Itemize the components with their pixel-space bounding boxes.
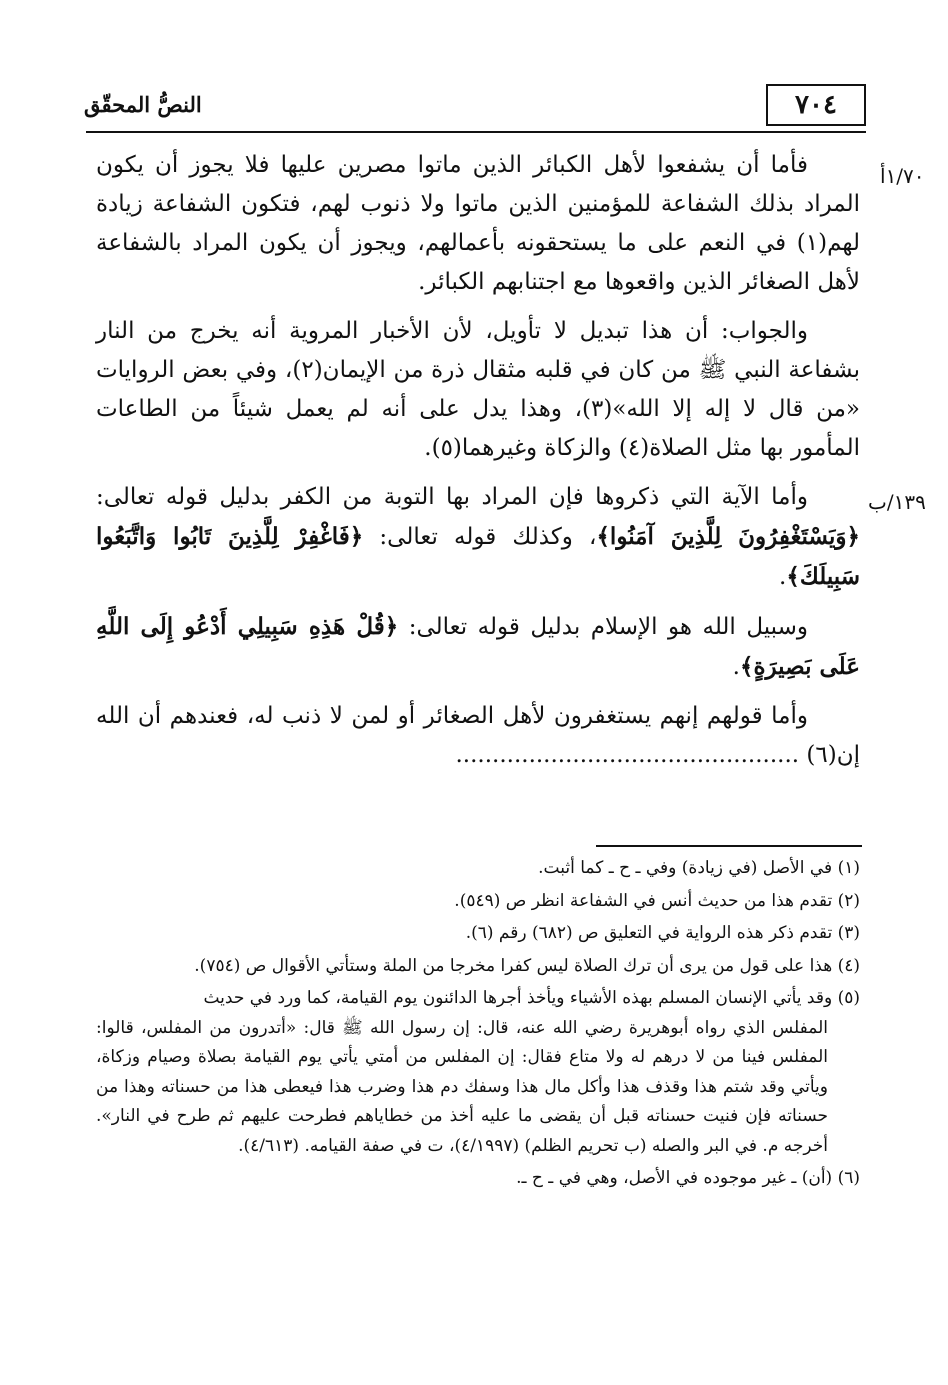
footnote-continuation: المفلس الذي رواه أبوهريرة رضي الله عنه، قال: إن رسول الله ﷺ قال: «أتدرون من المفلس، قالوا: المفلس فينا من لا درهم له ولا متاع فقال: إن المفلس من أمتي يأتي يوم القيامة بصلاة وصيام وزكاة، ويأتي وقد شتم هذا وقذف هذا وأكل مال هذا وسفك دم هذا وضرب هذا فيعطى هذا من حسناته وهذا من حسناته فإن فنيت حسناته قبل أن يقضى ما عليه أخذ من خطاياهم فطرحت عليهم ثم طرح في النار». أخرجه م. في البر والصله (ب تحريم الظلم) (٤/١٩٩٧)، ت في صفة القيامه. (٤/٦١٣). xyxy=(96,1017,828,1156)
footnote: (٣) تقدم ذكر هذه الرواية في التعليق ص (٦٨٢) رقم (٦). xyxy=(465,923,860,943)
footnote: (١) في الأصل (في زيادة) وفي ـ ح ـ كما أثبت. xyxy=(538,858,860,878)
footnotes xyxy=(96,854,860,1197)
footnote: (٦) (أن) ـ غير موجوده في الأصل، وهي في ـ ح ـ. xyxy=(516,1168,860,1188)
paragraph-text: . xyxy=(732,654,740,680)
paragraph: فأما أن يشفعوا لأهل الكبائر الذين ماتوا مصرين عليها فلا يجوز أن يكون المراد بذلك الشفاعة للمؤمنين الذين ماتوا ولا ذنوب لهم، فتكون الشفاعة زيادة لهم(١) في النعم على ما يستحقونه بأعمالهم، ويجوز أن يكون المراد بالشفاعة لأهل الصغائر الذين واقعوها مع اجتنابهم الكبائر. xyxy=(96,152,860,295)
running-title: النصُّ المحقّق xyxy=(84,92,202,117)
quran-verse: ﴿فَاغْفِرْ لِلَّذِينَ تَابُوا وَاتَّبَعُوا سَبِيلَكَ﴾ xyxy=(96,523,860,590)
footnote-rule xyxy=(596,845,862,847)
paragraph xyxy=(96,697,860,775)
footnote: (٤) هذا على قول من يرى أن ترك الصلاة ليس كفرا مخرجا من الملة وستأتي الأقوال ص (٧٥٤). xyxy=(194,955,860,976)
paragraph-text: . xyxy=(779,564,787,590)
page-number-box xyxy=(766,84,866,126)
footnote: (٢) تقدم هذا من حديث أنس في الشفاعة انظر ص (٥٤٩). xyxy=(454,890,860,911)
header-rule xyxy=(86,131,866,133)
paragraph-text: ، وكذلك قوله تعالى: xyxy=(379,524,597,550)
quran-verse: ﴿قُلْ هَذِهِ سَبِيلِي أَدْعُو إِلَى اللَّهِ عَلَى بَصِيرَةٍ﴾ xyxy=(96,613,860,680)
paragraph xyxy=(96,478,860,597)
page-number: ٧٠٤ xyxy=(795,90,837,120)
footnote: (٥) وقد يأتي الإنسان المسلم بهذه الأشياء ويأخذ أجرها الدائنون يوم القيامة، كما ورد في حديث xyxy=(203,988,860,1008)
paragraph-text: وأما قولهم إنهم يستغفرون لأهل الصغائر أو لمن لا ذنب له، فعندهم أن الله إن(٦) xyxy=(96,703,860,768)
paragraph-text: وسبيل الله هو الإسلام بدليل قوله تعالى: xyxy=(408,614,809,640)
paragraph xyxy=(96,607,860,687)
paragraph: والجواب: أن هذا تبديل لا تأويل، لأن الأخبار المروية أنه يخرج من النار بشفاعة النبي ﷺ من كان في قلبه مثقال ذرة من الإيمان(٢)، وفي بعض الروايات «من قال لا إله إلا الله»(٣)، وهذا يدل على أنه لم يعمل شيئاً من الطاعات المأمور بها مثل الصلاة(٤) والزكاة وغيرهما(٥). xyxy=(96,318,860,461)
quran-verse: ﴿وَيَسْتَغْفِرُونَ لِلَّذِينَ آمَنُوا﴾ xyxy=(596,523,861,550)
continuation-dots: ............................................... xyxy=(455,742,800,768)
margin-folio-note: ١/٧٠أ xyxy=(880,164,925,188)
paragraph-text: وأما الآية التي ذكروها فإن المراد بها التوبة من الكفر بدليل قوله تعالى: xyxy=(96,484,808,510)
margin-folio-note: ١٣٩/ب xyxy=(868,490,926,514)
main-text xyxy=(96,146,860,785)
